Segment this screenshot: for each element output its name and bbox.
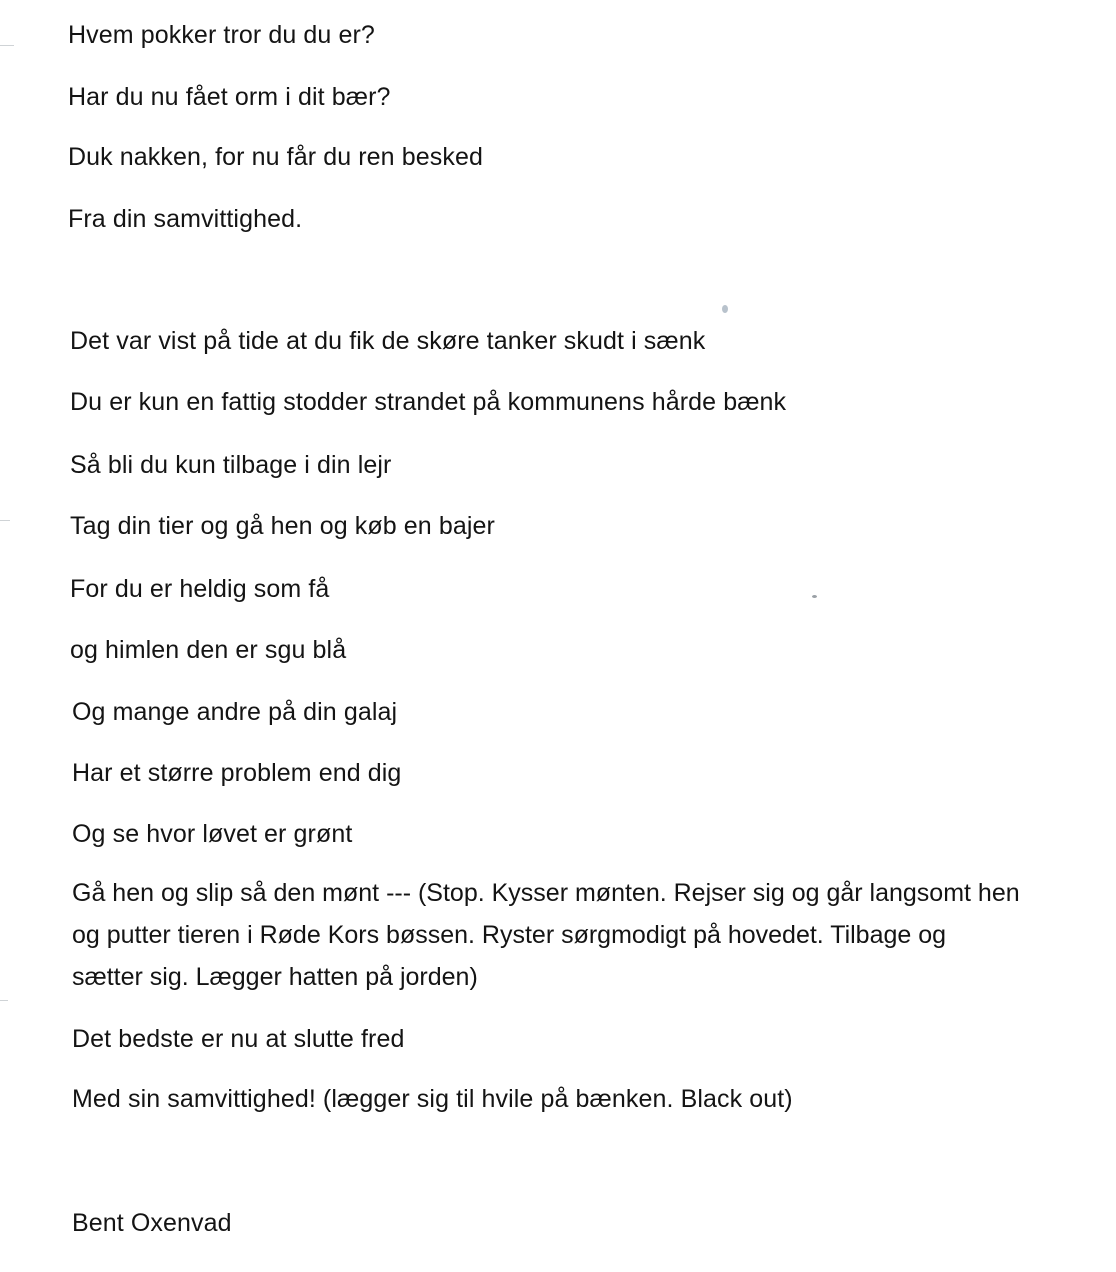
poem-line: Fra din samvittighed. [68,205,303,233]
paragraph-line: Gå hen og slip så den mønt --- (Stop. Kysser mønten. Rejser sig og går langsomt hen [72,879,1020,907]
poem-line: og himlen den er sgu blå [70,636,347,664]
poem-line: Det var vist på tide at du fik de skøre tanker skudt i sænk [70,327,706,355]
scan-edge-mark [0,1000,8,1001]
paragraph-line: sætter sig. Lægger hatten på jorden) [72,963,478,991]
poem-line: Du er kun en fattig stodder strandet på kommunens hårde bænk [70,388,787,416]
scan-edge-mark [0,45,14,46]
stage-direction-paragraph [72,872,1102,998]
poem-line: Har et større problem end dig [72,759,402,787]
paragraph-line: og putter tieren i Røde Kors bøssen. Ryster sørgmodigt på hovedet. Tilbage og [72,921,947,949]
poem-line: Tag din tier og gå hen og køb en bajer [70,512,495,540]
author-signature: Bent Oxenvad [72,1209,232,1237]
poem-line: Og se hvor løvet er grønt [72,820,353,848]
poem-line: Og mange andre på din galaj [72,698,398,726]
poem-line: Duk nakken, for nu får du ren besked [68,143,483,171]
scan-edge-mark [0,520,10,521]
poem-line: Har du nu fået orm i dit bær? [68,83,391,111]
scan-speck [812,595,817,598]
poem-line: Så bli du kun tilbage i din lejr [70,451,392,479]
poem-line: For du er heldig som få [70,575,330,603]
poem-line: Det bedste er nu at slutte fred [72,1025,405,1053]
poem-line: Hvem pokker tror du du er? [68,21,375,49]
scan-speck [722,305,728,313]
poem-line: Med sin samvittighed! (lægger sig til hvile på bænken. Black out) [72,1085,793,1113]
